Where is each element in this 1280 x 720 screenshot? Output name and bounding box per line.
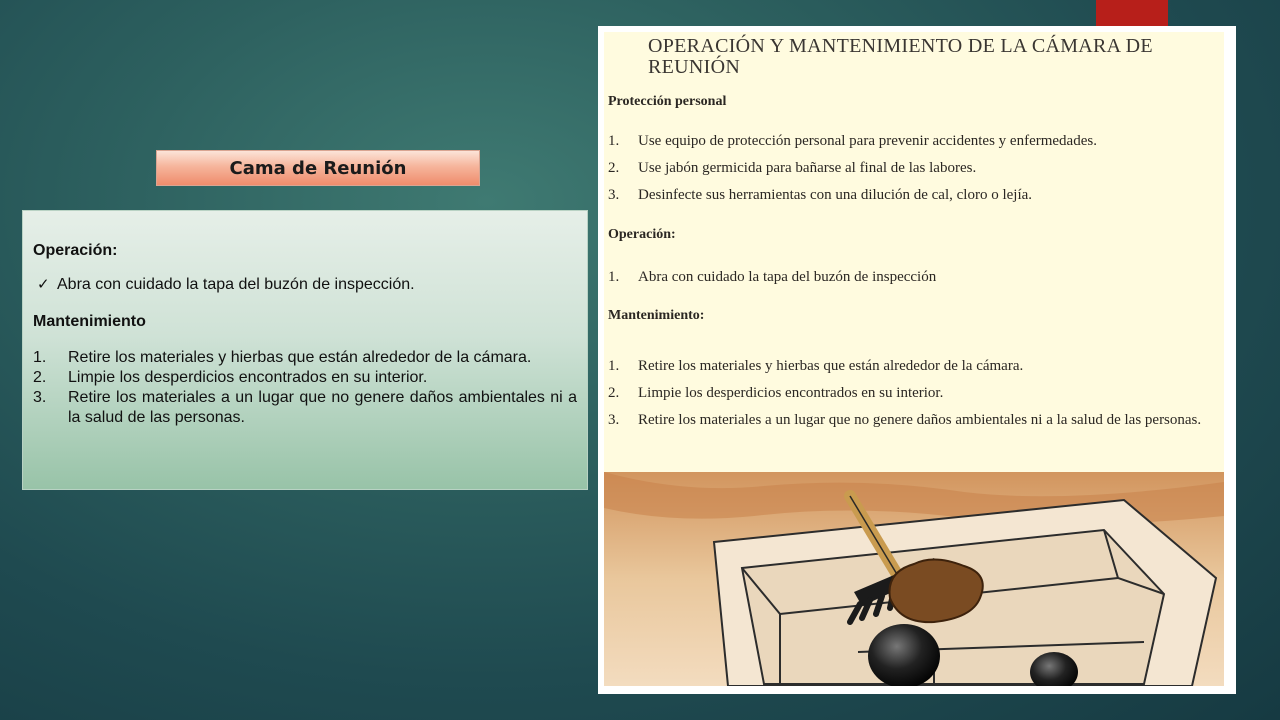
scan-text-area — [604, 32, 1224, 472]
scan-list-item — [608, 268, 1220, 286]
scan-operacion-header: Operación: — [608, 227, 676, 242]
list-item — [33, 348, 577, 368]
list-item — [33, 388, 577, 428]
scan-item-text: Retire los materiales y hierbas que están alrededor de la cámara. — [638, 358, 1024, 374]
list-item-text: Retire los materiales y hierbas que están alrededor de la cámara. — [68, 349, 532, 366]
scan-item-number: 1. — [608, 133, 620, 149]
manhole-cleaning-illustration — [604, 472, 1224, 686]
scan-title: OPERACIÓN Y MANTENIMIENTO DE LA CÁMARA DE REUNIÓN — [648, 35, 1153, 78]
scan-item-text: Use jabón germicida para bañarse al final de las labores. — [638, 160, 977, 176]
operacion-header: Operación: — [33, 242, 118, 259]
scan-item-text: Abra con cuidado la tapa del buzón de inspección — [638, 269, 937, 285]
list-item — [33, 368, 577, 388]
scan-list-item — [608, 357, 1220, 375]
scan-item-number: 1. — [608, 358, 620, 374]
scan-item-text: Retire los materiales a un lugar que no genere daños ambientales ni a la salud de las personas. — [638, 412, 1202, 428]
list-item-text: Retire los materiales a un lugar que no genere daños ambientales ni a la salud de las personas. — [68, 389, 577, 426]
scan-item-text: Use equipo de protección personal para prevenir accidentes y enfermedades. — [638, 133, 1097, 149]
scan-item-text: Desinfecte sus herramientas con una dilución de cal, cloro o lejía. — [638, 187, 1033, 203]
scan-list-item — [608, 186, 1220, 204]
scan-item-text: Limpie los desperdicios encontrados en su interior. — [638, 385, 944, 401]
red-accent-tab — [1096, 0, 1168, 26]
scan-mantenimiento-header: Mantenimiento: — [608, 308, 705, 323]
scan-list-item — [608, 384, 1220, 402]
list-item-number: 3. — [33, 389, 47, 406]
slide-title-text: Cama de Reunión — [229, 157, 407, 179]
scan-proteccion-header: Protección personal — [608, 94, 727, 109]
content-box — [22, 210, 588, 490]
operacion-item — [33, 275, 577, 295]
scan-item-number: 3. — [608, 412, 620, 428]
list-item-number: 1. — [33, 349, 47, 366]
checkmark-icon: ✓ — [37, 276, 50, 293]
operacion-item-text: Abra con cuidado la tapa del buzón de inspección. — [57, 276, 415, 293]
scan-list-item — [608, 132, 1220, 150]
mantenimiento-header: Mantenimiento — [33, 313, 146, 330]
list-item-text: Limpie los desperdicios encontrados en su interior. — [68, 369, 428, 386]
scan-item-number: 2. — [608, 160, 620, 176]
scanned-page-image — [598, 26, 1236, 694]
scan-list-item — [608, 159, 1220, 177]
mantenimiento-list — [33, 348, 577, 428]
scan-item-number: 2. — [608, 385, 620, 401]
scan-list-item — [608, 411, 1220, 429]
list-item-number: 2. — [33, 369, 47, 386]
scan-item-number: 1. — [608, 269, 620, 285]
scan-item-number: 3. — [608, 187, 620, 203]
slide-title — [156, 150, 480, 186]
